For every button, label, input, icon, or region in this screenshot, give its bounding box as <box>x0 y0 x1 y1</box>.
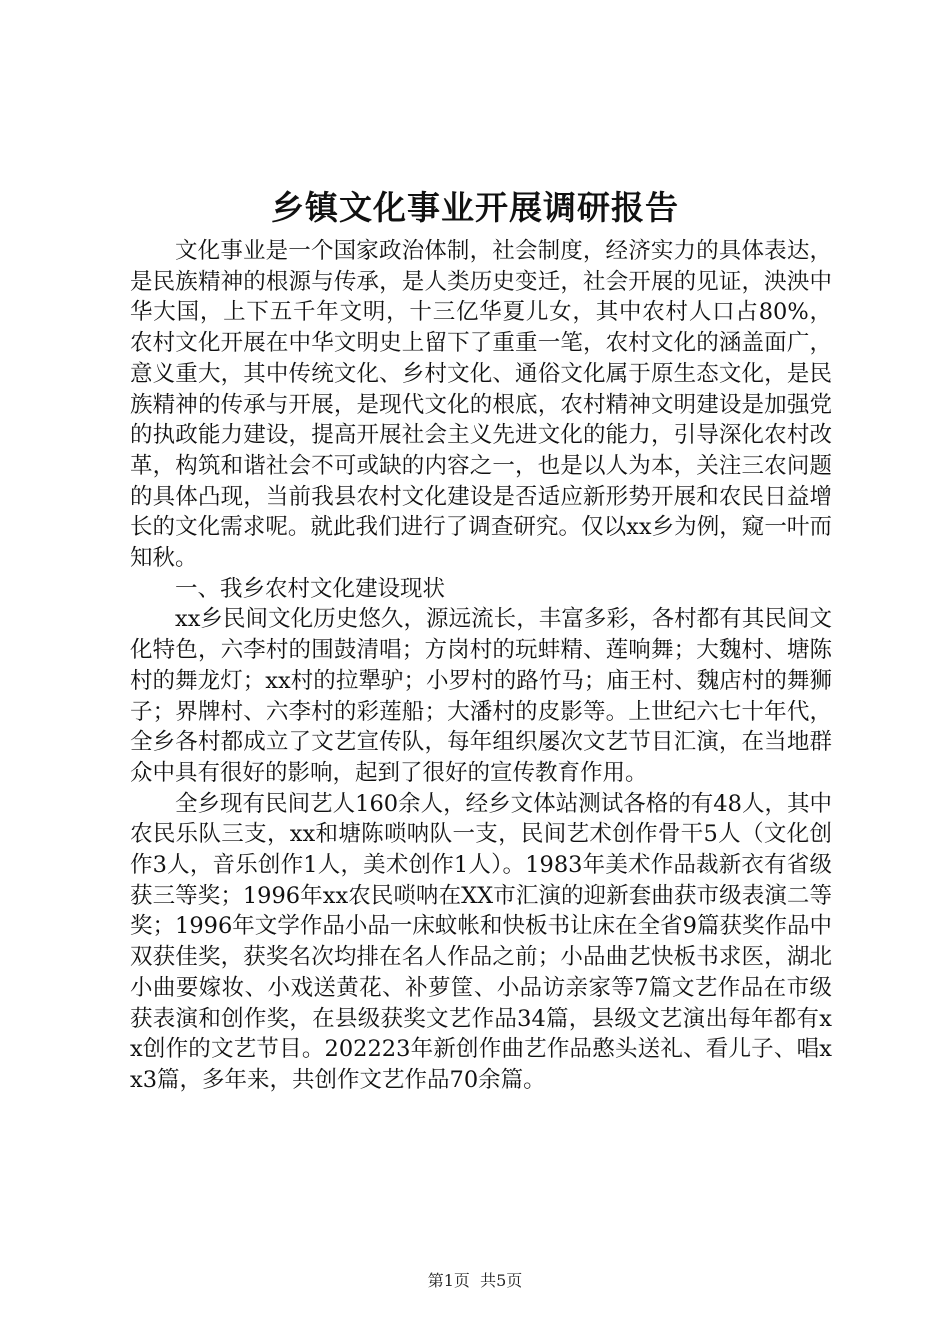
section-heading: 一、我乡农村文化建设现状 <box>175 575 446 602</box>
paragraph-artists: 全乡现有民间艺人160余人，经乡文体站测试各格的有48人，其中农民乐队三支，xx和塘陈唢呐队一支，民间艺术创作骨干5人（文化创作3人，音乐创作1人，美术创作1人）。1983年美术作品裁新衣有省级获三等奖；1996年xx农民唢呐在XX市汇演的迎新套曲获市级表演二等奖；1996年文学作品小品一床蚊帐和快板书让床在全省9篇获奖作品中双获佳奖，获奖名次均排在名人作品之前；小品曲艺快板书求医，湖北小曲要嫁妆、小戏送黄花、补萝筐、小品访亲家等7篇文艺作品在市级获表演和创作奖，在县级获奖文艺作品34篇，县级文艺演出每年都有xx创作的文艺节目。202223年新创作曲艺作品憨头送礼、看儿子、唱xx3篇，多年来，共创作文艺作品70余篇。 <box>130 790 832 1093</box>
document-body <box>130 236 832 1096</box>
page-number: 第1页 <box>427 1271 470 1290</box>
page-total: 共5页 <box>480 1271 523 1290</box>
page-footer <box>0 1271 950 1291</box>
page-title: 乡镇文化事业开展调研报告 <box>271 188 679 227</box>
paragraph-intro: 文化事业是一个国家政治体制，社会制度，经济实力的具体表达，是民族精神的根源与传承，是人类历史变迁，社会开展的见证，泱泱中华大国，上下五千年文明，十三亿华夏儿女，其中农村人口占80%，农村文化开展在中华文明史上留下了重重一笔，农村文化的涵盖面广，意义重大，其中传统文化、乡村文化、通俗文化属于原生态文化，是民族精神的传承与开展，是现代文化的根底，农村精神文明建设是加强党的执政能力建设，提高开展社会主义先进文化的能力，引导深化农村改革，构筑和谐社会不可或缺的内容之一，也是以人为本，关注三农问题的具体凸现，当前我县农村文化建设是否适应新形势开展和农民日益增长的文化需求呢。就此我们进行了调查研究。仅以xx乡为例，窥一叶而知秋。 <box>130 238 832 572</box>
paragraph-folk-culture: xx乡民间文化历史悠久，源远流长，丰富多彩，各村都有其民间文化特色，六李村的围鼓清唱；方岗村的玩蚌精、莲响舞；大魏村、塘陈村的舞龙灯；xx村的拉犟驴；小罗村的路竹马；庙王村、魏店村的舞狮子；界牌村、六李村的彩莲船；大潘村的皮影等。上世纪六七十年代，全乡各村都成立了文艺宣传队，每年组织屡次文艺节目汇演，在当地群众中具有很好的影响，起到了很好的宣传教育作用。 <box>130 606 832 786</box>
